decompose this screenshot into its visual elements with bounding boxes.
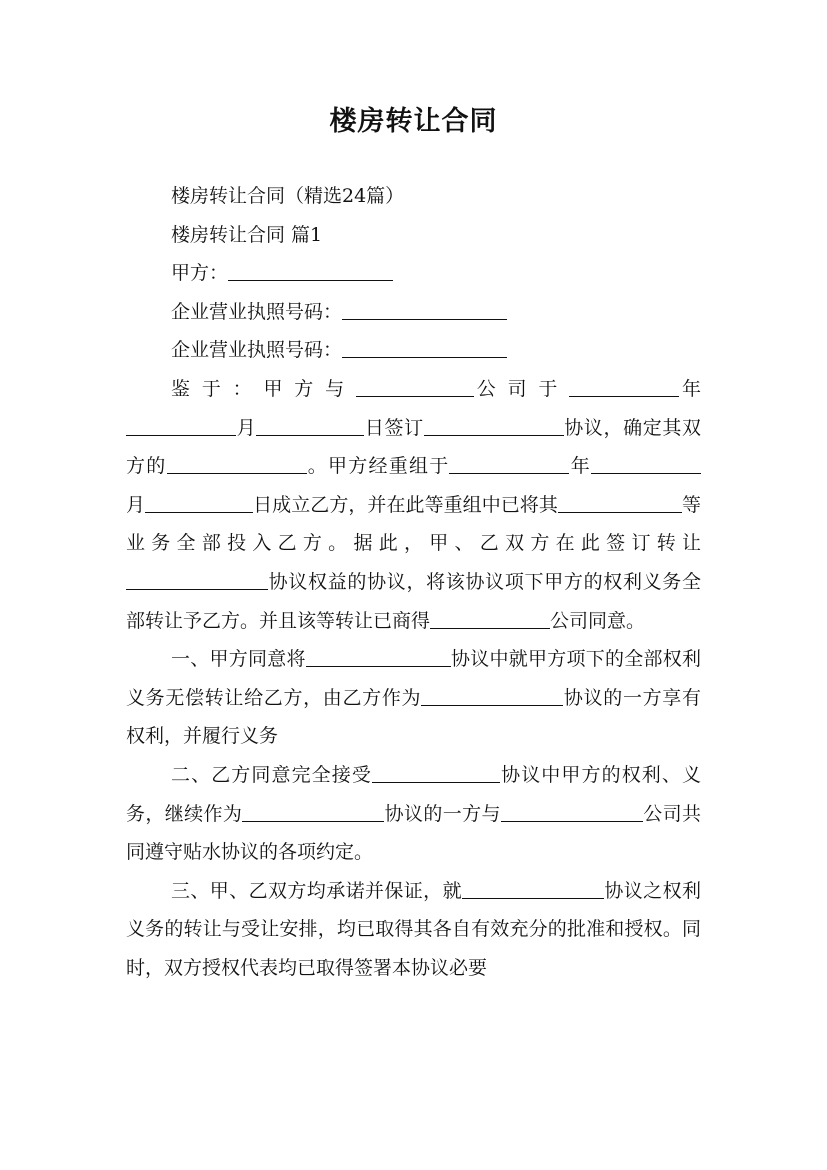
recital-blank-11	[126, 570, 268, 590]
clause-1-blank-1	[306, 647, 451, 667]
license-blank-2	[342, 338, 507, 358]
party-a-line	[126, 254, 701, 293]
license-label-2: 企业营业执照号码：	[171, 339, 343, 362]
recital-text-6: 协议，确定其双方的	[126, 416, 701, 478]
recital-text-5: 日签订	[364, 416, 424, 439]
recital-blank-5	[424, 416, 564, 436]
clause-2-blank-3	[501, 802, 643, 822]
document-body	[126, 177, 701, 987]
recital-text-12: 协议权益的协议，将该协议项下甲方的权利义务全部转让予乙方。并且该等转让已商得	[126, 570, 701, 632]
recital-text-11: 等业务全部投入乙方。据此，甲、乙双方在此签订转让	[126, 493, 701, 555]
recital-blank-6	[167, 454, 307, 474]
license-blank-1	[342, 300, 507, 320]
license-label-1: 企业营业执照号码：	[171, 300, 343, 323]
recital-blank-3	[126, 416, 236, 436]
clause-2-blank-2	[242, 802, 384, 822]
party-a-label: 甲方：	[171, 262, 229, 285]
recital-blank-12	[430, 609, 550, 629]
clause-2-text-3: 协议的一方与	[384, 802, 501, 825]
clause-2-text-2: 协议中甲方的权利、义务，继续作为	[126, 763, 701, 825]
recital-text-2: 公司于	[473, 377, 570, 400]
recital-text-3: 年	[679, 377, 701, 400]
recital-blank-10	[558, 493, 682, 513]
recital-text-4: 月	[236, 416, 257, 439]
clause-3-blank-1	[462, 879, 604, 899]
recital-blank-2	[569, 377, 679, 397]
party-a-blank	[228, 261, 393, 281]
clause-1	[126, 640, 701, 756]
clause-2-blank-1	[372, 763, 500, 783]
clause-1-text-2: 协议中就甲方项下的全部权利义务无偿转让给乙方，由乙方作为	[126, 648, 701, 709]
clause-1-text-3: 协议的一方享有权利，并履行义务	[126, 686, 701, 748]
section-heading: 楼房转让合同 篇1	[171, 223, 323, 246]
recital-text-13: 公司同意。	[550, 609, 646, 632]
recital-text-1: 鉴于：甲方与	[171, 377, 356, 400]
recital-text-7: 。甲方经重组于	[306, 455, 450, 478]
recital-blank-9	[145, 493, 253, 513]
clause-2-text-4: 公司共同遵守贴水协议的各项约定。	[126, 802, 701, 864]
recital-blank-4	[256, 416, 364, 436]
clause-3-text-1: 三、甲、乙双方均承诺并保证，就	[171, 879, 462, 902]
clause-2	[126, 756, 701, 872]
recital-blank-7	[449, 454, 569, 474]
document-title: 楼房转让合同	[329, 106, 498, 137]
subtitle: 楼房转让合同（精选24篇）	[171, 185, 405, 207]
clause-1-blank-2	[421, 686, 563, 706]
license-line-1	[126, 293, 701, 332]
recital-blank-1	[356, 377, 474, 397]
recital-text-9: 月	[126, 493, 146, 516]
recital-paragraph	[126, 370, 701, 640]
clause-1-text-1: 一、甲方同意将	[171, 648, 306, 671]
license-line-2	[126, 331, 701, 370]
recital-blank-8	[591, 454, 701, 474]
clause-3	[126, 872, 701, 988]
recital-text-8: 年	[569, 455, 591, 478]
recital-text-10: 日成立乙方，并在此等重组中已将其	[253, 493, 558, 516]
clause-3-text-2: 协议之权利义务的转让与受让安排，均已取得其各自有效充分的批准和授权。同时，双方授权代表均已取得签署本协议必要	[126, 879, 701, 979]
clause-2-text-1: 二、乙方同意完全接受	[171, 763, 372, 786]
